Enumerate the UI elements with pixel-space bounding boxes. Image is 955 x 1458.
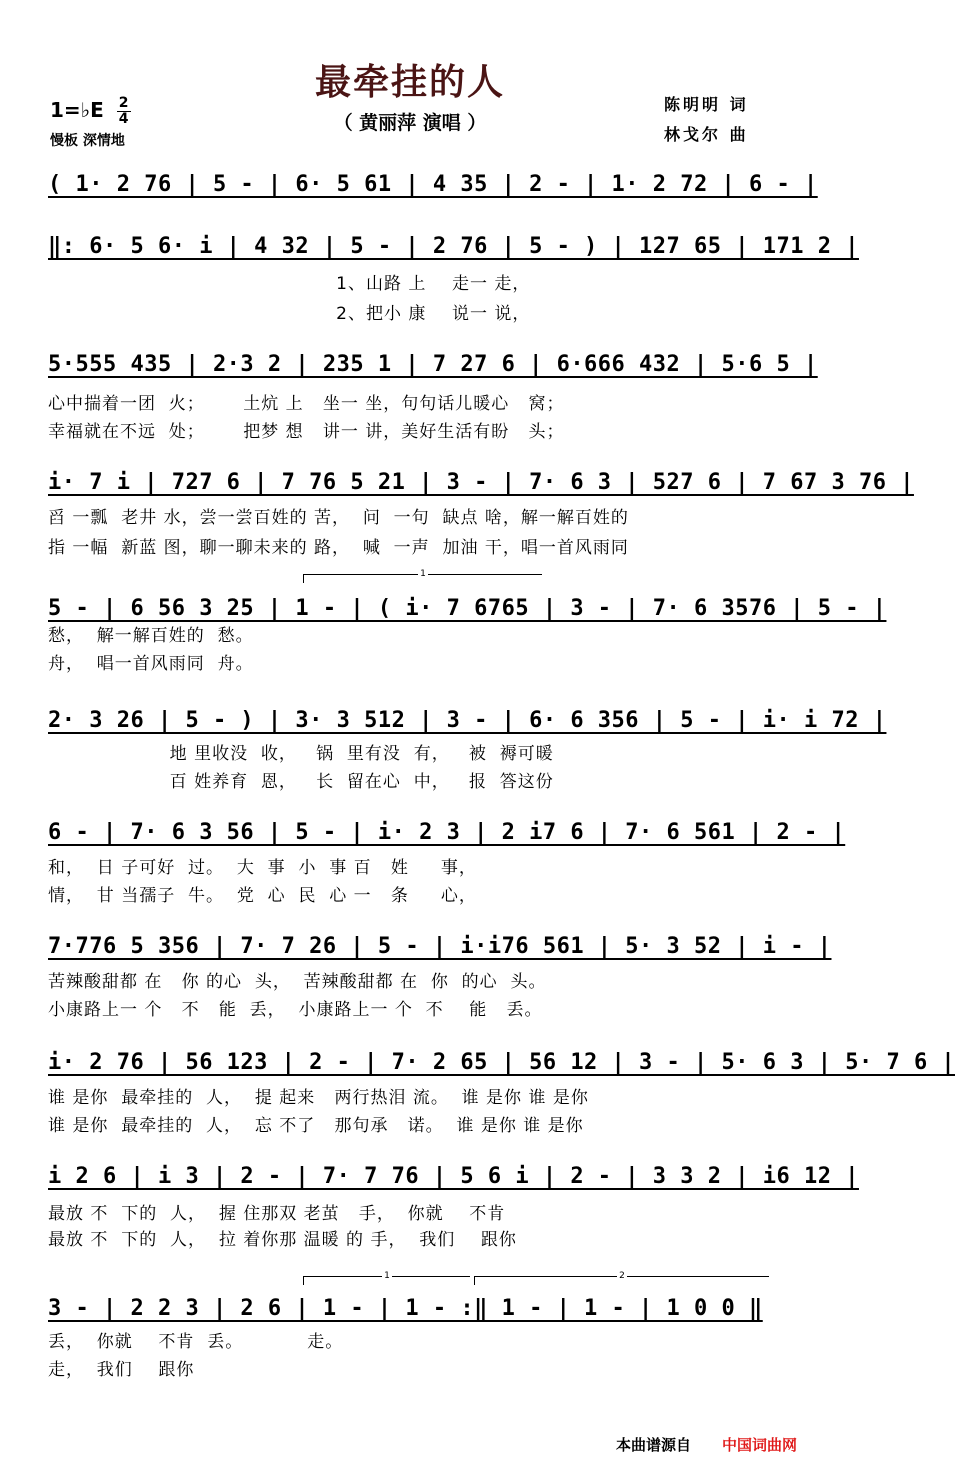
lyric-line-11-verse-1: 丢， 你就 不肯 丢。 走。 (48, 1332, 344, 1352)
lyric-line-5-verse-2: 舟， 唱一首风雨同 舟。 (48, 654, 254, 674)
notation-line-8: 7·776 5 356 | 7· 7 26 | 5 - | i·i76 561 | 5· 3 52 | i - | (48, 934, 832, 959)
lyric-line-4-verse-2: 指 一幅 新蓝 图，聊一聊未来的 路， 喊 一声 加油 干，唱一首风雨同 (48, 538, 629, 558)
lyric-line-7-verse-2: 情， 甘 当孺子 牛。 党 心 民 心 一 条 心， (48, 886, 477, 906)
key-text: 1=♭E (50, 98, 104, 122)
volta-number: 1 (384, 1271, 390, 1281)
volta-number: 2 (619, 1271, 625, 1281)
lyric-line-6-verse-1: 地 里收没 收， 锅 里有没 有， 被 褥可暖 (48, 744, 554, 764)
lyric-line-10-verse-2: 最放 不 下的 人， 拉 着你那 温暖 的 手， 我们 跟你 (48, 1230, 517, 1250)
lyric-line-3-verse-1: 心中揣着一团 火； 土炕 上 坐一 坐，句句话儿暖心 窝； (48, 394, 565, 414)
notation-line-1: ( 1· 2 76 | 5 - | 6· 5 61 | 4 35 | 2 - | 1· 2 72 | 6 - | (48, 172, 818, 197)
lyric-line-9-verse-2: 谁 是你 最牵挂的 人， 忘 不了 那句承 诺。 谁 是你 谁 是你 (48, 1116, 584, 1136)
notation-line-7: 6 - | 7· 6 3 56 | 5 - | i· 2 3 | 2 i7 6 | 7· 6 561 | 2 - | (48, 820, 846, 845)
time-signature-bottom: 4 (118, 111, 129, 127)
notation-line-9: i· 2 76 | 56 123 | 2 - | 7· 2 65 | 56 12 | 3 - | 5· 6 3 | 5· 7 6 | (48, 1050, 955, 1075)
site-watermark: 中国词曲网 (722, 1436, 798, 1454)
volta-bracket-2 (474, 1271, 769, 1285)
composer-credit: 林戈尔 曲 (664, 125, 749, 144)
notation-line-2: ‖: 6· 5 6· i | 4 32 | 5 - | 2 76 | 5 - ) | 127 65 | 171 2 | (48, 234, 859, 259)
lyric-line-7-verse-1: 和， 日 子可好 过。 大 事 小 事 百 姓 事， (48, 858, 477, 878)
lyric-line-8-verse-2: 小康路上一 个 不 能 丢， 小康路上一 个 不 能 丢。 (48, 1000, 543, 1020)
lyric-line-10-verse-1: 最放 不 下的 人， 握 住那双 老茧 手， 你就 不肯 (48, 1204, 506, 1224)
notation-line-10: i 2 6 | i 3 | 2 - | 7· 7 76 | 5 6 i | 2 - | 3 3 2 | i6 12 | (48, 1164, 859, 1189)
time-signature (117, 96, 131, 127)
lyric-line-4-verse-1: 舀 一瓢 老井 水，尝一尝百姓的 苦， 问 一句 缺点 啥，解一解百姓的 (48, 508, 629, 528)
notation-line-4: i· 7 i | 727 6 | 7 76 5 21 | 3 - | 7· 6 3 | 527 6 | 7 67 3 76 | (48, 470, 914, 495)
source-note: 本曲谱源自 (616, 1436, 692, 1454)
lyric-line-6-verse-2: 百 姓养育 恩， 长 留在心 中， 报 答这份 (48, 772, 554, 792)
notation-line-5: 5 - | 6 56 3 25 | 1 - | ( i· 7 6765 | 3 - | 7· 6 3576 | 5 - | (48, 596, 887, 621)
volta-number: 1 (420, 569, 426, 579)
lyric-line-9-verse-1: 谁 是你 最牵挂的 人， 提 起来 两行热泪 流。 谁 是你 谁 是你 (48, 1088, 589, 1108)
volta-bracket-1b (303, 1271, 470, 1285)
song-title: 最牵挂的人 (314, 61, 505, 103)
lyric-line-3-verse-2: 幸福就在不远 处； 把梦 想 讲一 讲，美好生活有盼 头； (48, 422, 565, 442)
key-signature (50, 96, 131, 127)
notation-line-3: 5·555 435 | 2·3 2 | 235 1 | 7 27 6 | 6·666 432 | 5·6 5 | (48, 352, 818, 377)
notation-line-6: 2· 3 26 | 5 - ) | 3· 3 512 | 3 - | 6· 6 356 | 5 - | i· i 72 | (48, 708, 887, 733)
lyric-line-2-verse-1: 1、山路 上 走一 走， (48, 274, 531, 294)
time-signature-top: 2 (118, 95, 129, 111)
lyric-line-2-verse-2: 2、把小 康 说一 说， (48, 304, 531, 324)
lyric-line-5-verse-1: 愁， 解一解百姓的 愁。 (48, 626, 254, 646)
notation-line-11: 3 - | 2 2 3 | 2 6 | 1 - | 1 - :‖ 1 - | 1 - | 1 0 0 ‖ (48, 1296, 763, 1321)
lyric-line-8-verse-1: 苦辣酸甜都 在 你 的心 头， 苦辣酸甜都 在 你 的心 头。 (48, 972, 547, 992)
lyric-line-11-verse-2: 走， 我们 跟你 (48, 1360, 195, 1380)
tempo-marking: 慢板 深情地 (50, 133, 125, 149)
volta-bracket-1a (303, 569, 542, 583)
performer-subtitle: （ 黄丽萍 演唱 ） (333, 112, 487, 134)
lyricist-credit: 陈明明 词 (664, 95, 749, 114)
